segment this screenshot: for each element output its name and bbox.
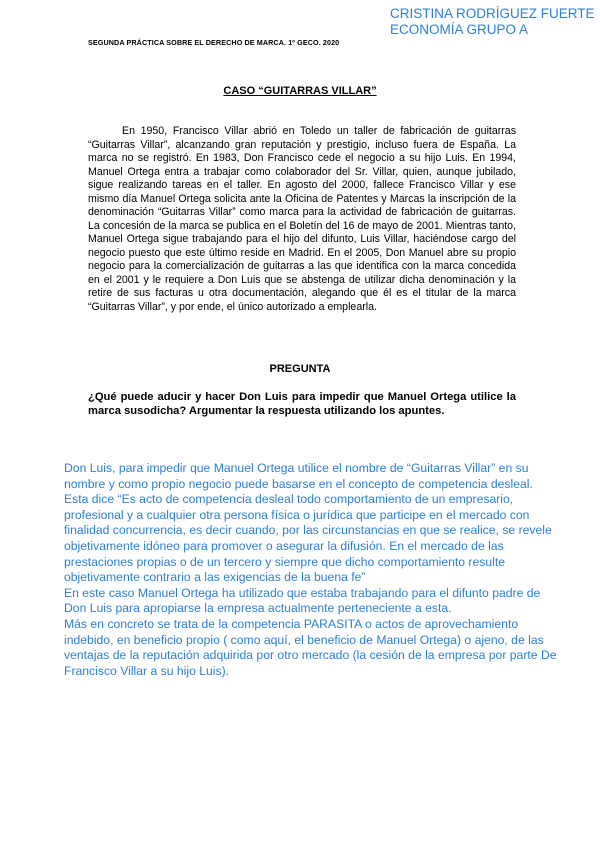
answer-block xyxy=(64,461,564,679)
answer-paragraph-4: Más en concreto se trata de la competencia PARASITA o actos de aprovechamiento indebido, en beneficio propio ( como aquí, el beneficio de Manuel Ortega) o ajeno, de las ventajas de la reputación adquirida por otro mercado (la cesión de la empresa por parte De Francisco Villar a su hijo Luis). xyxy=(64,616,557,678)
answer-paragraph-3: En este caso Manuel Ortega ha utilizado que estaba trabajando para el difunto padre de Don Luis para apropiarse la empresa actualmente perteneciente a esta. xyxy=(64,585,541,616)
author-name: CRISTINA RODRÍGUEZ FUERTE xyxy=(390,6,595,21)
author-group: ECONOMÍA GRUPO A xyxy=(390,22,529,37)
header-note: SEGUNDA PRÁCTICA SOBRE EL DERECHO DE MARCA. 1º GECO. 2020 xyxy=(88,38,340,47)
author-block xyxy=(390,6,596,38)
question-text: ¿Qué puede aducir y hacer Don Luis para impedir que Manuel Ortega utilice la marca susodicha? Argumentar la respuesta utilizando los apuntes. xyxy=(88,391,516,417)
case-title: CASO “GUITARRAS VILLAR” xyxy=(223,85,377,97)
case-body-text: En 1950, Francisco Villar abrió en Toledo un taller de fabricación de guitarras “Guitarras Villar”, alcanzando gran reputación y prestigio, incluso fuera de España. La marca no se registró. En 1983, Don Francisco cede el negocio a su hijo Luis. En 1994, Manuel Ortega entra a trabajar como colaborador del Sr. Villar, quien, aunque jubilado, sigue realizando tareas en el taller. En agosto del 2000, fallece Francisco Villar y ese mismo día Manuel Ortega solicita ante la Oficina de Patentes y Marcas la inscripción de la denominación “Guitarras Villar” como marca para la actividad de fabricación de guitarras. La concesión de la marca se publica en el Boletín del 16 de mayo de 2001. Mientras tanto, Manuel Ortega sigue trabajando para el hijo del difunto, Luis Villar, haciéndose cargo del negocio puesto que este último reside en Madrid. En el 2005, Don Manuel abre su propio negocio para la comercialización de guitarras a las que identifica con la marca concedida en el 2001 y le requiere a Don Luis que se abstenga de utilizar dicha denominación y la retire de sus facturas u otra documentación, alegando que él es el titular de la marca “Guitarras Villar”, y por ende, el único autorizado a emplearla. xyxy=(88,125,516,313)
answer-paragraph-2: Esta dice “Es acto de competencia desleal todo comportamiento de un empresario, profesional y a cualquier otra persona física o jurídica que participe en el mercado con finalidad concurrencia, es decir cuando, por las circunstancias en que se realice, se revele objetivamente idóneo para promover o asegurar la difusión. En el mercado de las prestaciones propias o de un tercero y siempre que dicho comportamiento resulte objetivamente contrario a las exigencias de la buena fe” xyxy=(64,492,552,585)
case-body xyxy=(88,125,516,314)
answer-paragraph-1: Don Luis, para impedir que Manuel Ortega utilice el nombre de “Guitarras Villar” en su nombre y como propio negocio puede basarse en el concepto de competencia desleal. xyxy=(64,461,533,491)
question-title: PREGUNTA xyxy=(269,363,331,375)
